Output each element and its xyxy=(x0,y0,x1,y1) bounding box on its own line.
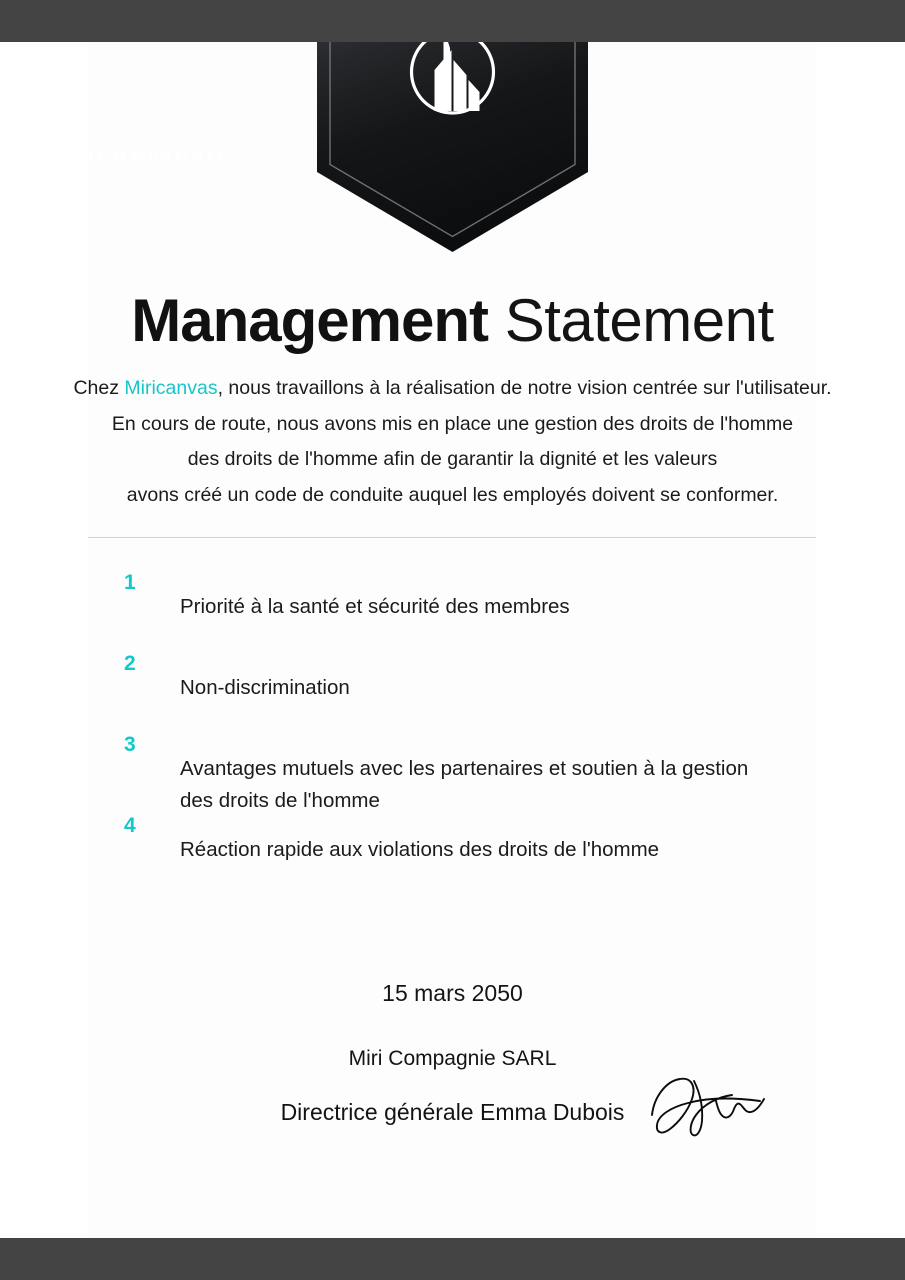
signature-date: 15 mars 2050 xyxy=(382,980,523,1006)
intro-paragraph xyxy=(45,371,860,513)
list-item xyxy=(88,734,816,815)
signer-title-name: Directrice générale Emma Dubois xyxy=(280,1099,625,1125)
page-title-light: Statement xyxy=(504,287,774,355)
section-divider xyxy=(88,537,816,538)
list-item-text: Réaction rapide aux violations des droits de l'homme xyxy=(180,838,660,861)
list-item-text: Priorité à la santé et sécurité des membres xyxy=(180,595,570,618)
intro-lead-in: Chez xyxy=(73,377,125,399)
footer-company-name: Miri Compagnie SARL xyxy=(348,1047,557,1070)
list-item-text: Avantages mutuels avec les partenaires et soutien à la gestion des droits de l'homme xyxy=(180,757,749,812)
page-title xyxy=(0,286,905,357)
viewer-top-bar xyxy=(0,0,905,42)
list-item-number: 2 xyxy=(124,652,136,675)
document-page xyxy=(0,42,905,1238)
list-item-number: 3 xyxy=(124,733,136,756)
intro-line4: avons créé un code de conduite auquel les employés doivent se conformer. xyxy=(126,483,779,506)
page-title-strong: Management xyxy=(131,287,489,355)
principles-list xyxy=(88,572,816,896)
list-item xyxy=(88,653,816,734)
list-item-text: Non-discrimination xyxy=(180,676,350,699)
intro-line1-rest: , nous travaillons à la réalisation de notre vision centrée sur l'utilisateur. xyxy=(217,377,832,399)
intro-line3: des droits de l'homme afin de garantir la dignité et les valeurs xyxy=(187,448,718,470)
signer-block xyxy=(281,1101,625,1124)
intro-line2: En cours de route, nous avons mis en place une gestion des droits de l'homme xyxy=(111,412,794,435)
document-footer xyxy=(0,982,905,1125)
list-item xyxy=(88,815,816,896)
viewer-bottom-bar xyxy=(0,1238,905,1280)
list-item xyxy=(88,572,816,653)
brand-link[interactable]: Miricanvas xyxy=(124,377,218,399)
list-item-number: 4 xyxy=(124,814,136,837)
list-item-number: 1 xyxy=(124,571,136,594)
company-wordmark: MIRICOMPAGNIE xyxy=(43,146,232,165)
